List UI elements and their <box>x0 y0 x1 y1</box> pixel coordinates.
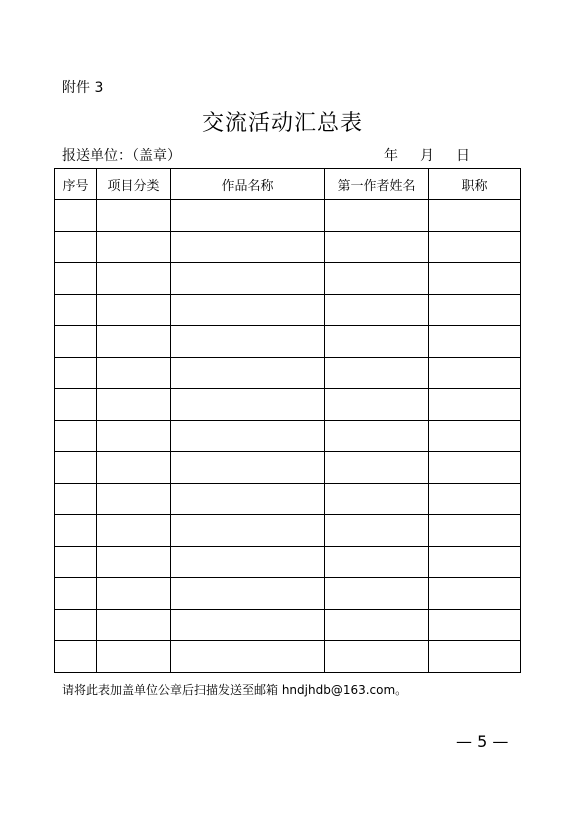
table-cell[interactable] <box>55 200 97 232</box>
table-cell[interactable] <box>97 326 171 358</box>
table-cell[interactable] <box>55 452 97 484</box>
header-row <box>55 169 521 200</box>
table-cell[interactable] <box>429 420 521 452</box>
table-cell[interactable] <box>171 578 325 610</box>
table-cell[interactable] <box>429 515 521 547</box>
table-row <box>55 641 521 673</box>
table-cell[interactable] <box>55 326 97 358</box>
date-line <box>384 145 470 165</box>
table-cell[interactable] <box>325 326 429 358</box>
page-title: 交流活动汇总表 <box>201 111 363 136</box>
column-header-title: 职称 <box>429 169 521 200</box>
column-header-first-author: 第一作者姓名 <box>325 169 429 200</box>
column-header-category: 项目分类 <box>97 169 171 200</box>
table-cell[interactable] <box>55 483 97 515</box>
table-cell[interactable] <box>325 294 429 326</box>
table-cell[interactable] <box>97 357 171 389</box>
table-cell[interactable] <box>55 389 97 421</box>
table-cell[interactable] <box>97 200 171 232</box>
table-row <box>55 357 521 389</box>
table-cell[interactable] <box>55 357 97 389</box>
table-cell[interactable] <box>55 231 97 263</box>
table-cell[interactable] <box>171 326 325 358</box>
submit-unit-label: 报送单位：（盖章） <box>62 148 181 164</box>
table-cell[interactable] <box>429 263 521 295</box>
table-row <box>55 452 521 484</box>
table-row <box>55 578 521 610</box>
table-cell[interactable] <box>171 389 325 421</box>
table-cell[interactable] <box>97 389 171 421</box>
table-cell[interactable] <box>55 609 97 641</box>
table-cell[interactable] <box>97 546 171 578</box>
table-cell[interactable] <box>97 420 171 452</box>
table-row <box>55 294 521 326</box>
table-cell[interactable] <box>171 357 325 389</box>
table-cell[interactable] <box>171 200 325 232</box>
table-cell[interactable] <box>97 609 171 641</box>
table-row <box>55 326 521 358</box>
page-number: — 5 — <box>456 732 509 751</box>
table-cell[interactable] <box>429 231 521 263</box>
table-cell[interactable] <box>429 357 521 389</box>
table-cell[interactable] <box>325 420 429 452</box>
day-label: 日 <box>456 148 470 164</box>
table-cell[interactable] <box>97 483 171 515</box>
table-row <box>55 420 521 452</box>
table-cell[interactable] <box>55 515 97 547</box>
table-cell[interactable] <box>171 641 325 673</box>
table-cell[interactable] <box>325 609 429 641</box>
table-cell[interactable] <box>325 200 429 232</box>
table-cell[interactable] <box>429 200 521 232</box>
table-cell[interactable] <box>55 263 97 295</box>
summary-table <box>54 168 521 673</box>
table-cell[interactable] <box>325 263 429 295</box>
table-row <box>55 546 521 578</box>
table-row <box>55 515 521 547</box>
table-cell[interactable] <box>325 483 429 515</box>
table-cell[interactable] <box>171 483 325 515</box>
table-cell[interactable] <box>171 294 325 326</box>
table-body <box>55 200 521 673</box>
table-row <box>55 483 521 515</box>
table-cell[interactable] <box>171 546 325 578</box>
table-cell[interactable] <box>429 389 521 421</box>
table-cell[interactable] <box>97 294 171 326</box>
table-cell[interactable] <box>97 263 171 295</box>
table-cell[interactable] <box>429 294 521 326</box>
table-cell[interactable] <box>325 578 429 610</box>
table-cell[interactable] <box>97 515 171 547</box>
table-row <box>55 263 521 295</box>
year-label: 年 <box>384 148 398 164</box>
table-cell[interactable] <box>429 578 521 610</box>
table-row <box>55 389 521 421</box>
table-row <box>55 231 521 263</box>
table-cell[interactable] <box>325 452 429 484</box>
table-cell[interactable] <box>171 263 325 295</box>
table-cell[interactable] <box>325 389 429 421</box>
table-cell[interactable] <box>171 609 325 641</box>
table-cell[interactable] <box>55 578 97 610</box>
table-cell[interactable] <box>325 515 429 547</box>
table-cell[interactable] <box>55 294 97 326</box>
table-cell[interactable] <box>429 546 521 578</box>
table-cell[interactable] <box>171 231 325 263</box>
table-cell[interactable] <box>429 326 521 358</box>
table-row <box>55 200 521 232</box>
table-cell[interactable] <box>325 641 429 673</box>
table-cell[interactable] <box>171 420 325 452</box>
column-header-work-name: 作品名称 <box>171 169 325 200</box>
table-cell[interactable] <box>171 452 325 484</box>
table-cell[interactable] <box>97 641 171 673</box>
column-header-index: 序号 <box>55 169 97 200</box>
table-cell[interactable] <box>97 452 171 484</box>
attachment-label: 附件 3 <box>62 80 104 96</box>
table-cell[interactable] <box>325 546 429 578</box>
table-cell[interactable] <box>97 231 171 263</box>
table-cell[interactable] <box>171 515 325 547</box>
table-cell[interactable] <box>429 609 521 641</box>
table-cell[interactable] <box>325 231 429 263</box>
table-row <box>55 609 521 641</box>
footer-note: 请将此表加盖单位公章后扫描发送至邮箱 hndjhdb@163.com。 <box>62 683 408 697</box>
table-cell[interactable] <box>55 420 97 452</box>
month-label: 月 <box>420 148 434 164</box>
table-cell[interactable] <box>429 452 521 484</box>
table-cell[interactable] <box>325 357 429 389</box>
table-cell[interactable] <box>429 483 521 515</box>
table-cell[interactable] <box>429 641 521 673</box>
table-cell[interactable] <box>55 641 97 673</box>
table-cell[interactable] <box>55 546 97 578</box>
table-cell[interactable] <box>97 578 171 610</box>
